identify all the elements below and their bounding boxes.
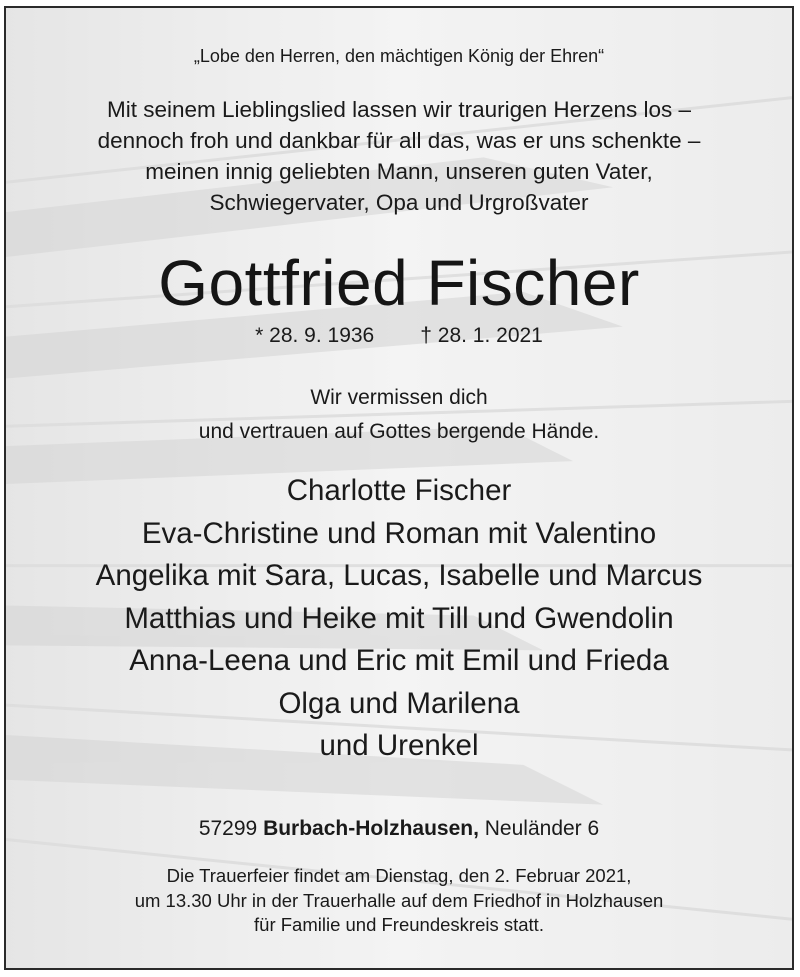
mourner-entry: Olga und Marilena (278, 686, 520, 720)
address-town: Burbach-Holzhausen, (263, 817, 479, 840)
deceased-name: Gottfried Fischer (158, 247, 640, 319)
mourning-address (6, 817, 792, 841)
birth-date: * 28. 9. 1936 (255, 324, 375, 347)
mourner-entry: Angelika mit Sara, Lucas, Isabelle und Marcus (95, 559, 703, 592)
mourner-entry: Anna-Leena und Eric mit Emil und Frieda (129, 644, 669, 677)
obituary-notice (4, 6, 794, 970)
intro-text (6, 94, 792, 218)
mourners-list (6, 470, 792, 768)
farewell-text (6, 381, 792, 449)
address-zip: 57299 (198, 817, 258, 840)
mourner-entry: Charlotte Fischer (286, 474, 512, 507)
farewell-line: Wir vermissen dich (310, 386, 488, 409)
intro-line: Schwiegervater, Opa und Urgroßvater (209, 190, 589, 215)
address-street: Neuländer 6 (484, 817, 600, 840)
funeral-line: Die Trauerfeier findet am Dienstag, den 2. Februar 2021, (166, 865, 632, 886)
funeral-info (6, 864, 792, 938)
life-dates (6, 324, 792, 348)
mourner-entry: und Urenkel (319, 729, 479, 762)
death-date: † 28. 1. 2021 (420, 324, 543, 347)
mourner-entry: Matthias und Heike mit Till und Gwendolin (124, 601, 674, 635)
farewell-line: und vertrauen auf Gottes bergende Hände. (198, 420, 600, 443)
intro-line: Mit seinem Lieblingslied lassen wir traurigen Herzens los – (106, 97, 691, 122)
funeral-line: für Familie und Freundeskreis statt. (254, 914, 544, 935)
mourner-entry: Eva-Christine und Roman mit Valentino (141, 516, 657, 550)
hymn-quote: „Lobe den Herren, den mächtigen König der Ehren“ (193, 46, 605, 66)
funeral-line: um 13.30 Uhr in der Trauerhalle auf dem Friedhof in Holzhausen (134, 889, 664, 911)
intro-line: dennoch froh und dankbar für all das, was er uns schenkte – (97, 128, 701, 153)
intro-line: meinen innig geliebten Mann, unseren guten Vater, (145, 159, 653, 184)
